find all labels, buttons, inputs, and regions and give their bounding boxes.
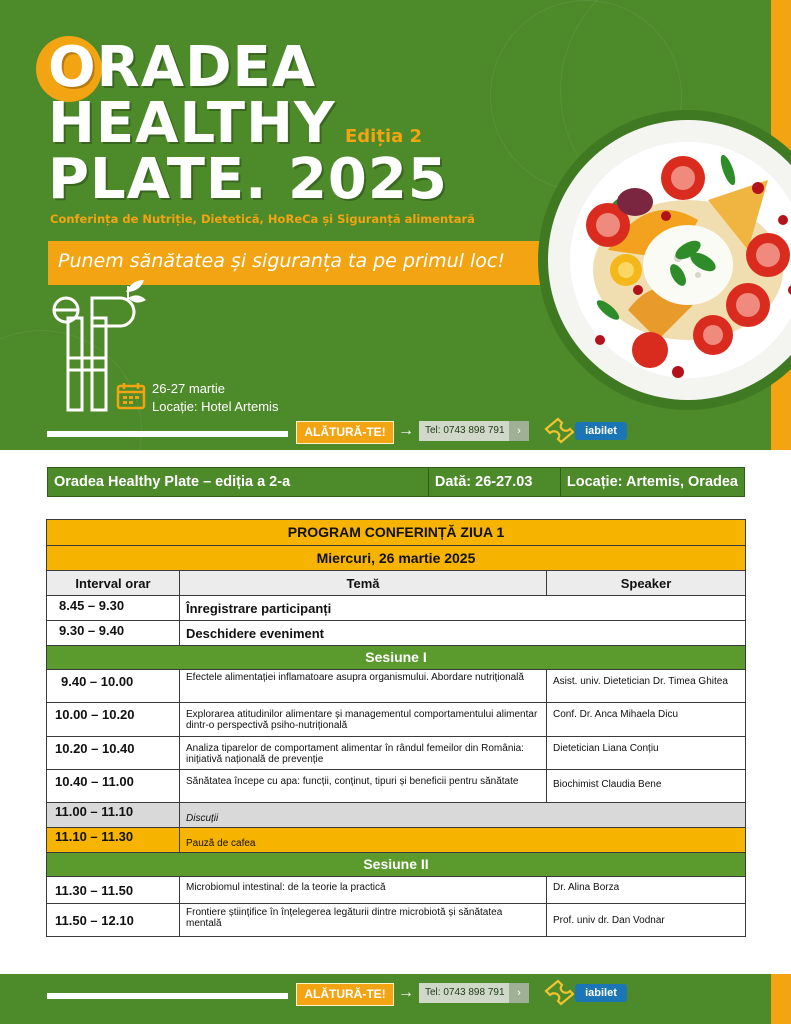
row-speaker: Conf. Dr. Anca Mihaela Dicu	[547, 703, 746, 737]
row-topic: Sănătatea începe cu apa: funcții, conținut, tipuri și beneficii pentru sănătate	[180, 770, 547, 803]
row-time: 9.40 – 10.00	[47, 670, 180, 703]
footer-banner	[0, 974, 791, 1024]
info-event-date: Dată: 26-27.03	[428, 468, 560, 497]
iabilet-link[interactable]: iabilet	[575, 984, 627, 1002]
program-day: Miercuri, 26 martie 2025	[47, 546, 746, 571]
column-header-time: Interval orar	[47, 571, 180, 596]
event-date: 26-27 martie	[152, 381, 225, 396]
coffee-break-row	[47, 828, 746, 853]
slogan-text: Punem sănătatea și siguranța ta pe primul loc!	[58, 250, 505, 272]
join-button[interactable]: ALĂTURĂ-TE!	[296, 983, 394, 1006]
row-topic: Pauză de cafea	[180, 828, 746, 853]
column-header-speaker: Speaker	[547, 571, 746, 596]
row-time: 11.00 – 11.10	[47, 803, 180, 828]
calendar-icon	[116, 382, 146, 410]
table-row	[47, 770, 746, 803]
footer-cta-row	[0, 982, 791, 1008]
row-time: 11.10 – 11.30	[47, 828, 180, 853]
table-row	[47, 596, 746, 621]
phone-go-button[interactable]: ›	[509, 983, 529, 1003]
white-divider	[47, 431, 288, 437]
row-topic: Înregistrare participanți	[180, 596, 746, 621]
row-time: 11.30 – 11.50	[47, 877, 180, 904]
white-divider	[47, 993, 288, 999]
food-plate-image	[538, 110, 791, 410]
program-table	[46, 519, 746, 937]
session-row	[47, 853, 746, 877]
row-topic: Explorarea atitudinilor alimentare și managementul comportamentului alimentar dintr-o perspectivă psiho-nutrițională	[180, 703, 547, 737]
row-speaker: Dr. Alina Borza	[547, 877, 746, 904]
conference-subtitle: Conferința de Nutriție, Dietetică, HoReCa și Siguranță alimentară	[50, 212, 475, 226]
iabilet-link[interactable]: iabilet	[575, 422, 627, 440]
arrow-right-icon: →	[398, 422, 414, 439]
row-topic: Discuții	[180, 803, 746, 828]
ticket-icon	[542, 417, 574, 445]
row-time: 8.45 – 9.30	[47, 596, 180, 621]
session-1-title: Sesiune I	[47, 646, 746, 670]
title-line-3: PLATE. 2025	[48, 147, 448, 212]
row-topic: Analiza tiparelor de comportament alimentar în rândul femeilor din România: inițiativă națională de prevenție	[180, 737, 547, 770]
program-day-row	[47, 546, 746, 571]
info-event-location: Locație: Artemis, Oradea	[560, 468, 744, 497]
session-row	[47, 646, 746, 670]
row-time: 11.50 – 12.10	[47, 904, 180, 937]
row-topic: Deschidere eveniment	[180, 621, 746, 646]
row-topic: Frontiere științifice în înțelegerea legăturii dintre microbiotă și sănătatea mentală	[180, 904, 547, 937]
event-title	[48, 35, 448, 212]
edition-label: Ediția 2	[345, 126, 423, 147]
table-row	[47, 670, 746, 703]
row-speaker: Dietetician Liana Conțiu	[547, 737, 746, 770]
arrow-right-icon: →	[398, 984, 414, 1001]
row-time: 10.40 – 11.00	[47, 770, 180, 803]
table-header-row	[47, 571, 746, 596]
row-topic: Microbiomul intestinal: de la teorie la practică	[180, 877, 547, 904]
row-time: 9.30 – 9.40	[47, 621, 180, 646]
table-row	[47, 904, 746, 937]
phone-field[interactable]: Tel: 0743 898 791	[419, 983, 509, 1003]
info-event-name: Oradea Healthy Plate – ediția a 2-a	[48, 468, 429, 497]
table-row	[47, 737, 746, 770]
table-row	[47, 621, 746, 646]
row-speaker: Biochimist Claudia Bene	[547, 770, 746, 803]
title-line-1: ORADEA	[48, 35, 317, 100]
title-line-2: HEALTHY	[48, 91, 336, 156]
ticket-icon	[542, 979, 574, 1007]
table-row	[47, 703, 746, 737]
row-speaker: Asist. univ. Dietetician Dr. Timea Ghitea	[547, 670, 746, 703]
table-row	[47, 877, 746, 904]
phone-go-button[interactable]: ›	[509, 421, 529, 441]
row-time: 10.00 – 10.20	[47, 703, 180, 737]
header-banner	[0, 0, 791, 450]
program-title: PROGRAM CONFERINȚĂ ZIUA 1	[47, 520, 746, 546]
event-location: Locație: Hotel Artemis	[152, 399, 279, 414]
cta-row	[0, 420, 791, 446]
discussion-row	[47, 803, 746, 828]
column-header-topic: Temă	[180, 571, 547, 596]
join-button[interactable]: ALĂTURĂ-TE!	[296, 421, 394, 444]
event-info-strip	[47, 467, 745, 497]
row-topic: Efectele alimentației inflamatoare asupra organismului. Abordare nutrițională	[180, 670, 547, 703]
row-speaker: Prof. univ dr. Dan Vodnar	[547, 904, 746, 937]
row-time: 10.20 – 10.40	[47, 737, 180, 770]
session-2-title: Sesiune II	[47, 853, 746, 877]
phone-field[interactable]: Tel: 0743 898 791	[419, 421, 509, 441]
program-title-row	[47, 520, 746, 546]
